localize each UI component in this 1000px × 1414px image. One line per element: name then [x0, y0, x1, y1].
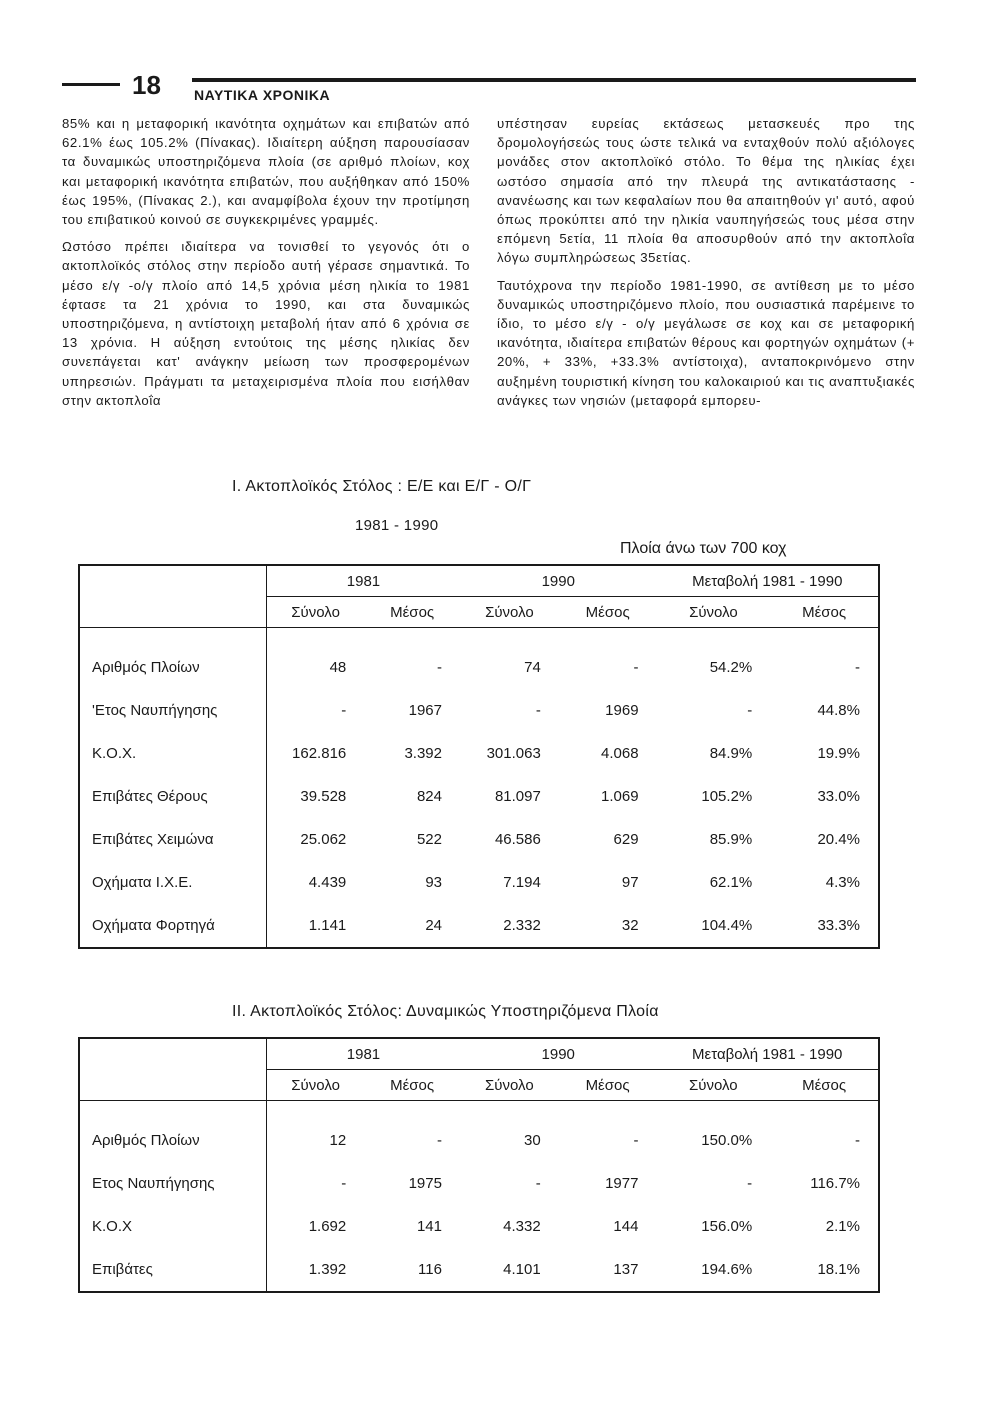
- table-cell: 93: [425, 874, 442, 891]
- table1: [78, 564, 880, 949]
- table1-period: 1981 - 1990: [355, 517, 439, 534]
- table-cell: 7.194: [503, 874, 541, 891]
- table-row: [79, 689, 879, 732]
- table-cell: 824: [416, 788, 442, 805]
- table-cell: 74: [524, 659, 541, 676]
- table-cell: 1967: [408, 702, 442, 719]
- left-paragraph-2: Ωστόσο πρέπει ιδιαίτερα να τονισθεί το γεγονός ότι ο ακτοπλοϊκός στόλος στην περίοδο αυτή γέρασε σημαντικά. Το μέσο ε/γ -ο/γ πλοίο από 14,5 χρόνια μέση ηλικία το 1981 έφτασε τα 21 χρόνια το 1990, και στα δυναμικώς υποστηριζόμενα, η αντίστοιχη μεταβολή ήταν από 6 χρόνια σε 13 χρόνια. Η αύξηση εντούτοις της μέσης ηλικίας δεν συνεπάγεται κατ' ανάγκην μείωση των προσφερομένων υπηρεσιών. Πράγματι τα μεταχειρισμένα πλοία που εισήλθαν στην ακτοπλοΐα: [62, 239, 470, 408]
- table-cell: 20.4%: [817, 831, 860, 848]
- table2-sub-header-row: [79, 1070, 879, 1101]
- table-cell: 19.9%: [817, 745, 860, 762]
- table-cell: 4.068: [601, 745, 639, 762]
- table2: [78, 1037, 880, 1293]
- table-cell: -: [266, 1162, 364, 1205]
- table-cell: 137: [613, 1261, 639, 1278]
- row-label: Αριθμός Πλοίων: [92, 1132, 200, 1149]
- table1-sub-header: Σύνολο: [266, 597, 364, 628]
- table-cell: -: [855, 659, 860, 676]
- table-row: [79, 1101, 879, 1163]
- table-cell: -: [747, 1175, 753, 1192]
- table2-sub-header: Μέσος: [770, 1070, 879, 1101]
- table-cell: 1.392: [266, 1248, 364, 1292]
- table1-group-1990: 1990: [460, 565, 657, 597]
- table-cell: 54.2%: [709, 659, 753, 676]
- table1-sub-header: Μέσος: [364, 597, 460, 628]
- table-cell: 85.9%: [709, 831, 753, 848]
- row-label: Οχήματα Φορτηγά: [92, 917, 215, 934]
- table1-group-1981: 1981: [266, 565, 460, 597]
- table-cell: 1975: [408, 1175, 442, 1192]
- table2-group-1990: 1990: [460, 1038, 656, 1070]
- table1-sub-header: Σύνολο: [657, 597, 771, 628]
- table-cell: -: [855, 1132, 860, 1149]
- table-row: [79, 904, 879, 948]
- table-row: [79, 1248, 879, 1292]
- table-cell: 39.528: [266, 775, 364, 818]
- row-label: 'Ετος Ναυπήγησης: [92, 702, 218, 719]
- table-cell: 48: [266, 628, 364, 690]
- table-cell: 46.586: [494, 831, 541, 848]
- row-label: Επιβάτες: [92, 1261, 153, 1278]
- table-cell: 116: [418, 1261, 442, 1278]
- table1-sub-header: Σύνολο: [460, 597, 559, 628]
- table1-caption: Ι. Ακτοπλοϊκός Στόλος : Ε/Ε και Ε/Γ - Ο/Γ: [232, 478, 532, 495]
- row-label: Ετος Ναυπήγησης: [92, 1175, 215, 1192]
- row-label: Οχήματα Ι.Χ.Ε.: [92, 874, 193, 891]
- table-cell: 1.692: [266, 1205, 364, 1248]
- table-cell: 4.332: [503, 1218, 541, 1235]
- table-cell: 33.0%: [817, 788, 860, 805]
- table-cell: 141: [416, 1218, 442, 1235]
- table-cell: 301.063: [486, 745, 541, 762]
- table-cell: -: [535, 1175, 541, 1192]
- table-cell: 30: [524, 1132, 541, 1149]
- table-cell: 24: [425, 917, 442, 934]
- row-label: Κ.Ο.Χ.: [92, 745, 137, 762]
- right-paragraph-1: υπέστησαν ευρείας εκτάσεως μετασκευές προ της δρομολογήσεώς τους ώστε τελικά να ενταχθούν πολύ αξιόλογες μονάδες στον ακτοπλοϊκό στόλο. Το θέμα της ηλικίας έχει ωστόσο σημασία από την πλευρά της αντικατάστασης - ανανέωσης και των κεφαλαίων που θα απαιτηθούν γι' αυτό, αφού όπως προκύπτει από την ηλικία ναυπηγήσεώς τους μέσα στην επόμενη 5ετία, 11 πλοία θα αποσυρθούν από την ακτοπλοΐα λόγω συμπληρώσεως 35ετίας.: [497, 116, 915, 266]
- table-cell: 522: [416, 831, 442, 848]
- table-cell: 2.1%: [825, 1218, 860, 1235]
- header-rule-left: [62, 83, 120, 86]
- table2-sub-header: Σύνολο: [460, 1070, 559, 1101]
- right-paragraph-2: Ταυτόχρονα την περίοδο 1981-1990, σε αντίθεση με το μέσο δυναμικώς υποστηριζόμενο πλοίο, που ουσιαστικά παρέμεινε το ίδιο, το μέσο ε/γ - ο/γ μεγάλωσε σε κοχ και σε μεταφορική ικανότητα, ιδιαίτερα επιβατών θέρους και φορτηγών οχημάτων (+ 20%, + 33%, +33.3% αντίστοιχα), ανταποκρινόμενο στην αυξημένη τουριστική κίνηση του καλοκαιριού και τις αναπτυξιακές ανάγκες των νησιών (μεταφορά εμπορευ-: [497, 277, 915, 408]
- table1-group-header-row: [79, 565, 879, 597]
- left-text-column: [62, 114, 470, 410]
- table-cell: 156.0%: [701, 1218, 753, 1235]
- table-cell: 629: [613, 831, 639, 848]
- table-cell: 1.141: [266, 904, 364, 948]
- header-rule-right: [192, 78, 916, 82]
- table-cell: 144: [613, 1218, 639, 1235]
- table-cell: 84.9%: [709, 745, 753, 762]
- table2-sub-header: Σύνολο: [656, 1070, 770, 1101]
- table-cell: 44.8%: [817, 702, 860, 719]
- page-number: 18: [132, 70, 161, 100]
- table-cell: 104.4%: [701, 917, 753, 934]
- table2-sub-header: Μέσος: [559, 1070, 657, 1101]
- table-cell: 32: [621, 917, 639, 934]
- table-cell: 194.6%: [701, 1261, 753, 1278]
- table-cell: 62.1%: [709, 874, 753, 891]
- table-cell: 1969: [605, 702, 639, 719]
- table-cell: 116.7%: [810, 1175, 860, 1192]
- table-cell: 1977: [605, 1175, 639, 1192]
- right-text-column: [497, 114, 915, 410]
- table1-note: Πλοία άνω των 700 κοχ: [620, 540, 787, 557]
- table-cell: 162.816: [266, 732, 364, 775]
- table-row: [79, 1205, 879, 1248]
- table2-sub-header: Σύνολο: [266, 1070, 364, 1101]
- table-row: [79, 732, 879, 775]
- table-cell: -: [633, 1132, 639, 1149]
- table1-sub-header: Μέσος: [559, 597, 657, 628]
- table-cell: -: [436, 1132, 442, 1149]
- table-cell: 4.3%: [825, 874, 860, 891]
- row-label: Αριθμός Πλοίων: [92, 659, 200, 676]
- table-cell: 18.1%: [817, 1261, 860, 1278]
- table-cell: 25.062: [266, 818, 364, 861]
- table-row: [79, 818, 879, 861]
- table-cell: -: [535, 702, 541, 719]
- table-cell: -: [633, 659, 639, 676]
- table-cell: 150.0%: [701, 1132, 753, 1149]
- table-cell: -: [437, 659, 442, 676]
- journal-title: ΝΑΥΤΙΚΑ ΧΡΟΝΙΚΑ: [194, 87, 331, 103]
- table-cell: 2.332: [503, 917, 541, 934]
- left-paragraph-1: 85% και η μεταφορική ικανότητα οχημάτων και επιβατών από 62.1% έως 105.2% (Πίνακας). Ιδιαίτερη αύξηση παρουσίασαν τα δυναμικώς υποστηριζόμενα πλοία (σε αριθμό πλοίων, κοχ και μεταφορική ικανότητα επιβατών, που αυξήθηκαν από 150% έως 195%, (Πίνακας 2.), και αναμφίβολα έχουν την προτίμηση του επιβατικού κοινού σε συγκεκριμένες γραμμές.: [62, 116, 470, 228]
- table-cell: -: [266, 689, 364, 732]
- table2-caption: ΙΙ. Ακτοπλοϊκός Στόλος: Δυναμικώς Υποστηριζόμενα Πλοία: [232, 1003, 659, 1020]
- table2-group-change: Μεταβολή 1981 - 1990: [656, 1038, 879, 1070]
- table1-sub-header: Μέσος: [770, 597, 879, 628]
- row-label: Κ.Ο.Χ: [92, 1218, 133, 1235]
- table-cell: -: [747, 702, 753, 719]
- table-row: [79, 1162, 879, 1205]
- table1-group-change: Μεταβολή 1981 - 1990: [657, 565, 879, 597]
- page-header: [62, 70, 916, 104]
- table-cell: 3.392: [404, 745, 442, 762]
- table-cell: 105.2%: [701, 788, 753, 805]
- table1-sub-header-row: [79, 597, 879, 628]
- table2-sub-header: Μέσος: [364, 1070, 460, 1101]
- row-label: Επιβάτες Χειμώνα: [92, 831, 214, 848]
- table2-group-1981: 1981: [266, 1038, 459, 1070]
- table-row: [79, 628, 879, 690]
- table2-group-header-row: [79, 1038, 879, 1070]
- table-cell: 4.101: [503, 1261, 541, 1278]
- table-cell: 12: [266, 1101, 364, 1163]
- table-cell: 33.3%: [817, 917, 860, 934]
- table-cell: 4.439: [266, 861, 364, 904]
- table-row: [79, 861, 879, 904]
- table-row: [79, 775, 879, 818]
- row-label: Επιβάτες Θέρους: [92, 788, 208, 805]
- table-cell: 81.097: [494, 788, 541, 805]
- table-cell: 1.069: [601, 788, 639, 805]
- table-cell: 97: [621, 874, 639, 891]
